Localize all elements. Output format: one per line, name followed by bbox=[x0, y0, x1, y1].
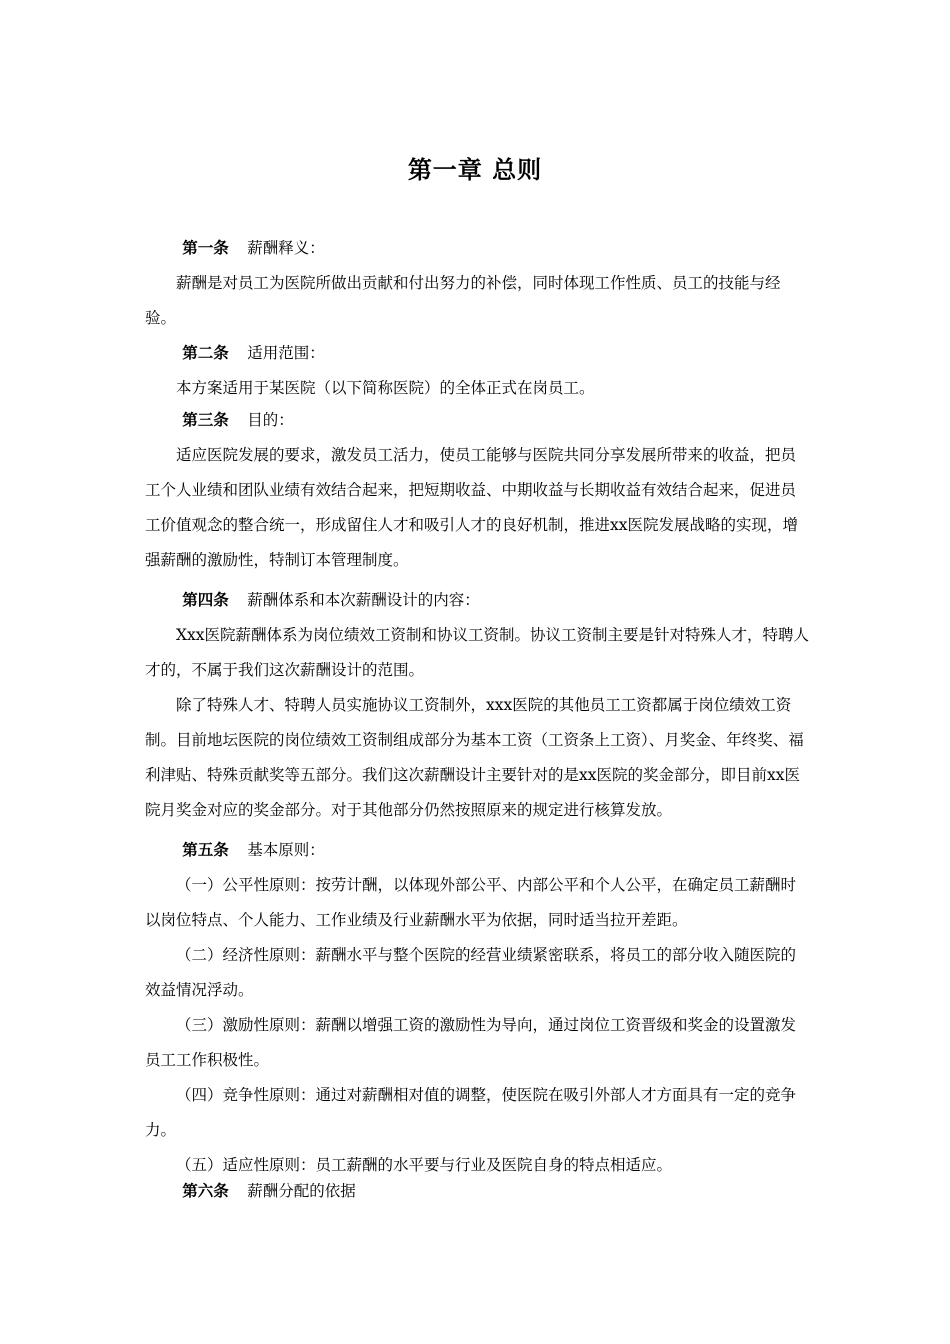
article-heading: 薪酬释义： bbox=[247, 239, 325, 257]
article-1-paragraph: 薪酬是对员工为医院所做出贡献和付出努力的补偿，同时体现工作性质、员工的技能与经验。 bbox=[145, 274, 781, 327]
article-number: 第二条 bbox=[182, 343, 229, 362]
article-number: 第四条 bbox=[182, 590, 229, 609]
principle-competitiveness: （四）竞争性原则：通过对薪酬相对值的调整，使医院在吸引外部人才方面具有一定的竞争力。 bbox=[145, 1086, 797, 1139]
article-number: 第三条 bbox=[182, 410, 229, 429]
article-2-paragraph: 本方案适用于某医院（以下简称医院）的全体正式在岗员工。 bbox=[176, 379, 595, 397]
article-3-paragraph: 适应医院发展的要求，激发员工活力，使员工能够与医院共同分享发展所带来的收益，把员工个人业绩和团队业绩有效结合起来，把短期收益、中期收益与长期收益有效结合起来，促进员工价值观念的整合统一，形成留住人才和吸引人才的良好机制，推进xx医院发展战略的实现，增强薪酬的激励性，特制订本管理制度。 bbox=[145, 446, 798, 569]
article-6-heading-line bbox=[145, 1175, 810, 1207]
article-heading: 薪酬体系和本次薪酬设计的内容： bbox=[247, 591, 480, 609]
principle-incentive: （三）激励性原则：薪酬以增强工资的激励性为导向，通过岗位工资晋级和奖金的设置激发员工工作积极性。 bbox=[145, 1016, 797, 1069]
article-heading: 适用范围： bbox=[247, 344, 325, 362]
article-2-heading-line bbox=[145, 335, 810, 371]
principle-fairness: （一）公平性原则：按劳计酬，以体现外部公平、内部公平和个人公平，在确定员工薪酬时以岗位特点、个人能力、工作业绩及行业薪酬水平为依据，同时适当拉开差距。 bbox=[145, 876, 797, 929]
article-5 bbox=[145, 832, 810, 1183]
article-3-heading-line bbox=[145, 402, 810, 438]
principle-adaptability: （五）适应性原则：员工薪酬的水平要与行业及医院自身的特点相适应。 bbox=[176, 1156, 673, 1174]
article-2 bbox=[145, 335, 810, 406]
article-1-heading-line bbox=[145, 230, 810, 266]
article-heading: 薪酬分配的依据 bbox=[247, 1182, 356, 1200]
principle-economy: （二）经济性原则：薪酬水平与整个医院的经营业绩紧密联系，将员工的部分收入随医院的效益情况浮动。 bbox=[145, 946, 797, 999]
article-5-heading-line bbox=[145, 832, 810, 868]
article-1 bbox=[145, 230, 810, 336]
article-4 bbox=[145, 582, 810, 828]
article-number: 第一条 bbox=[182, 238, 229, 257]
article-3 bbox=[145, 402, 810, 578]
article-heading: 目的： bbox=[247, 411, 294, 429]
article-4-paragraph-1: Xxx医院薪酬体系为岗位绩效工资制和协议工资制。协议工资制主要是针对特殊人才，特聘人才的，不属于我们这次薪酬设计的范围。 bbox=[145, 626, 810, 679]
article-heading: 基本原则： bbox=[247, 841, 325, 859]
chapter-title: 第一章 总则 bbox=[407, 156, 543, 184]
article-6 bbox=[145, 1175, 810, 1207]
article-4-paragraph-2: 除了特殊人才、特聘人员实施协议工资制外，xxx医院的其他员工工资都属于岗位绩效工资制。目前地坛医院的岗位绩效工资制组成部分为基本工资（工资条上工资）、月奖金、年终奖、福利津贴、特殊贡献奖等五部分。我们这次薪酬设计主要针对的是xx医院的奖金部分，即目前xx医院月奖金对应的奖金部分。对于其他部分仍然按照原来的规定进行核算发放。 bbox=[145, 696, 804, 819]
article-4-heading-line bbox=[145, 582, 810, 618]
article-number: 第六条 bbox=[182, 1181, 229, 1200]
article-number: 第五条 bbox=[182, 840, 229, 859]
